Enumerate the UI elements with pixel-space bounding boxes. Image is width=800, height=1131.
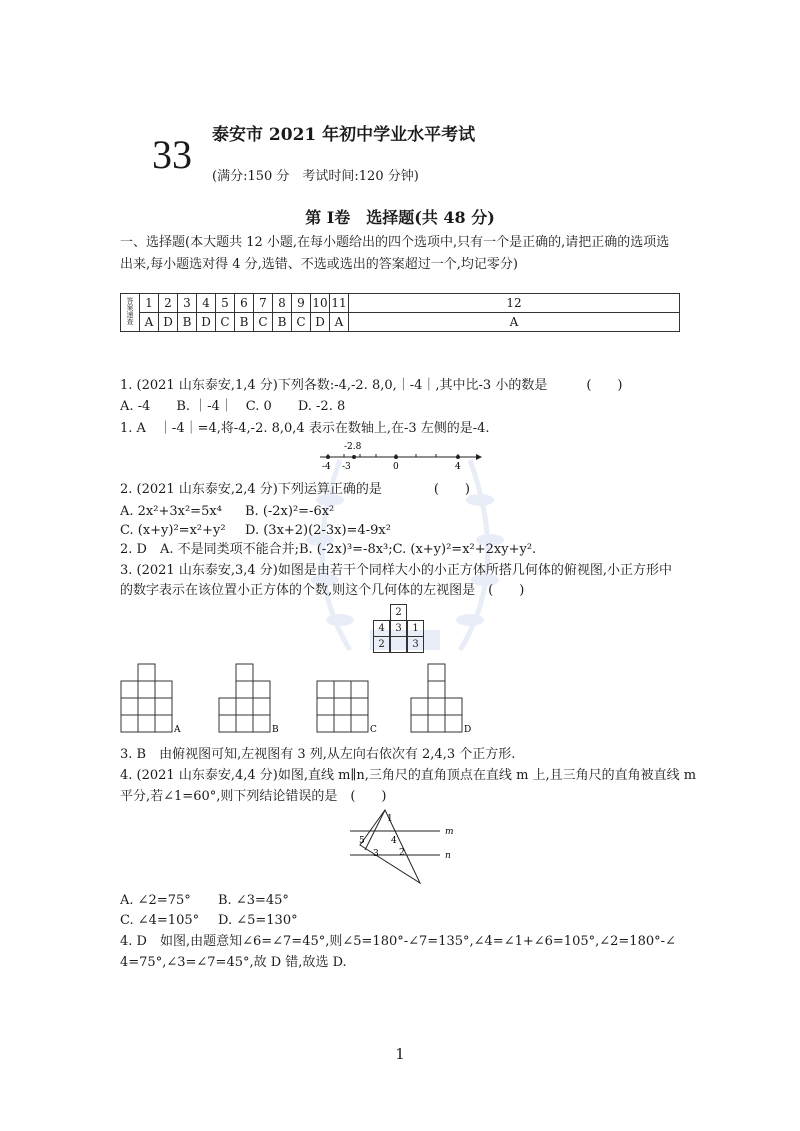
q2-option-b: B. (-2x)²=-6x² <box>245 504 335 519</box>
q2-solution: 2. D A. 不是同类项不能合并;B. (-2x)³=-8x³;C. (x+y)²=x²+2xy+y². <box>120 542 537 557</box>
answer-table <box>120 293 680 332</box>
exam-subtitle: (满分:150 分 考试时间:120 分钟) <box>212 169 419 184</box>
angle-5-label: 5 <box>359 836 365 846</box>
table-cell: 3 <box>178 294 197 313</box>
q2-question: 2. (2021 山东泰安,2,4 分)下列运算正确的是 ( ) <box>120 482 470 497</box>
q4-option-b: B. ∠3=45° <box>218 893 289 908</box>
table-cell: 7 <box>254 294 273 313</box>
grid-cell: 3 <box>390 620 407 637</box>
line-n-label: n <box>445 851 451 861</box>
numberline-label-top: -2.8 <box>344 442 362 452</box>
option-label: D <box>464 725 472 735</box>
grid-cell <box>390 636 407 653</box>
grid-cell: 2 <box>390 604 407 621</box>
q4-solution-line2: 4=75°,∠3=∠7=45°,故 D 错,故选 D. <box>120 955 347 970</box>
table-cell: B <box>235 313 254 332</box>
q3-solution: 3. B 由俯视图可知,左视图有 3 列,从左向右依次有 2,4,3 个正方形. <box>120 747 516 762</box>
angle-3-label: 3 <box>373 849 379 859</box>
table-cell: 8 <box>273 294 292 313</box>
instructions: 一、选择题(本大题共 12 小题,在每小题给出的四个选项中,只有一个是正确的,请把正确的选项选出来,每小题选对得 4 分,选错、不选或选出的答案超过一个,均记零分) <box>120 235 670 272</box>
q1-solution: 1. A ｜-4｜=4,将-4,-2. 8,0,4 表示在数轴上,在-3 左侧的是-4. <box>120 421 490 436</box>
exam-title: 泰安市 2021 年初中学业水平考试 <box>212 125 476 145</box>
section-title: 第 Ⅰ卷 选择题(共 48 分) <box>305 208 495 227</box>
q2-option-d: D. (3x+2)(2-3x)=4-9x² <box>245 523 391 538</box>
grid-cell: 2 <box>373 636 390 653</box>
table-cell: B <box>273 313 292 332</box>
page-number: 1 <box>395 1045 405 1063</box>
q4-question-line1: 4. (2021 山东泰安,4,4 分)如图,直线 m∥n,三角尺的直角顶点在直线 m 上,且三角尺的直角被直线 m <box>120 768 697 783</box>
angle-1-label: 1 <box>387 814 393 824</box>
table-cell: 11 <box>330 294 349 313</box>
option-label: C <box>370 725 377 735</box>
number-line <box>318 440 483 472</box>
triangle-ruler-figure <box>345 805 460 885</box>
option-a-figure <box>120 663 185 738</box>
table-cell: D <box>311 313 330 332</box>
table-cell: A <box>349 313 680 332</box>
q3-question-line2: 的数字表示在该位置小正方体的个数,则这个几何体的左视图是 ( ) <box>120 583 525 598</box>
grid-cell: 1 <box>407 620 424 637</box>
grid-cell: 4 <box>373 620 390 637</box>
numberline-label: 0 <box>393 462 399 472</box>
q4-option-d: D. ∠5=130° <box>218 913 298 928</box>
table-cell: 1 <box>140 294 159 313</box>
table-cell: C <box>254 313 273 332</box>
table-cell: C <box>292 313 311 332</box>
numberline-label: 4 <box>455 462 461 472</box>
numberline-label: -4 <box>322 462 331 472</box>
option-label: A <box>174 725 181 735</box>
table-cell: 9 <box>292 294 311 313</box>
answer-table-label: 答案速查 <box>126 297 134 325</box>
line-m-label: m <box>445 827 454 837</box>
q4-solution-line1: 4. D 如图,由题意知∠6=∠7=45°,则∠5=180°-∠7=135°,∠4=∠1+∠6=105°,∠2=180°-∠ <box>120 934 676 949</box>
q2-option-c: C. (x+y)²=x²+y² <box>120 523 226 538</box>
q3-question-line1: 3. (2021 山东泰安,3,4 分)如图是由若干个同样大小的小正方体所搭几何体的俯视图,小正方形中 <box>120 563 672 578</box>
angle-4-label: 4 <box>391 836 397 846</box>
q2-option-a: A. 2x²+3x²=5x⁴ <box>120 504 222 519</box>
grid-cell: 3 <box>407 636 424 653</box>
table-cell: 2 <box>159 294 178 313</box>
q4-option-a: A. ∠2=75° <box>120 893 191 908</box>
numberline-label: -3 <box>342 462 351 472</box>
q4-question-line2: 平分,若∠1=60°,则下列结论错误的是 ( ) <box>120 789 387 804</box>
table-cell: D <box>197 313 216 332</box>
table-cell: 6 <box>235 294 254 313</box>
q1-options: A. -4 B. ｜-4｜ C. 0 D. -2. 8 <box>120 399 346 414</box>
option-b-figure <box>218 663 283 738</box>
table-cell: A <box>140 313 159 332</box>
table-cell: C <box>216 313 235 332</box>
table-cell: 10 <box>311 294 330 313</box>
set-number: 33 <box>152 132 192 177</box>
q4-option-c: C. ∠4=105° <box>120 913 200 928</box>
table-cell: 4 <box>197 294 216 313</box>
table-cell: D <box>159 313 178 332</box>
table-cell: B <box>178 313 197 332</box>
option-c-figure <box>316 663 381 738</box>
option-d-figure <box>410 663 475 738</box>
table-cell: 5 <box>216 294 235 313</box>
table-cell: 12 <box>349 294 680 313</box>
option-label: B <box>272 725 279 735</box>
table-cell: A <box>330 313 349 332</box>
angle-2-label: 2 <box>399 848 405 858</box>
q1-question: 1. (2021 山东泰安,1,4 分)下列各数:-4,-2. 8,0,｜-4｜,其中比-3 小的数是 ( ) <box>120 378 623 393</box>
